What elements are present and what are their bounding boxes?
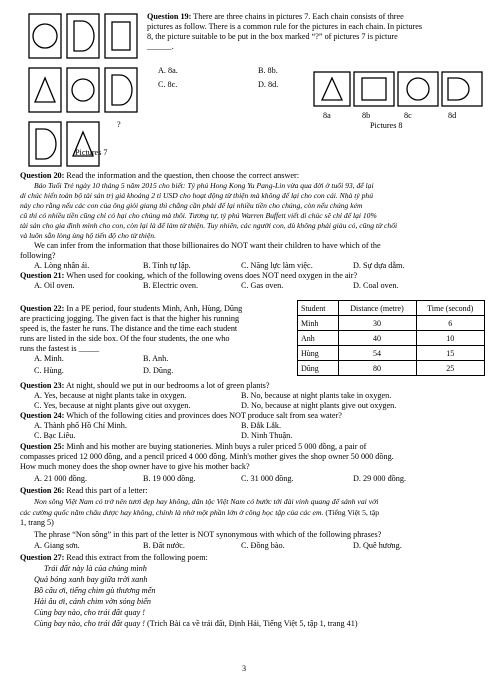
q22-line1-row [20, 304, 242, 315]
q26-intro: Read this part of a letter: [66, 486, 148, 495]
q26-quote-line2: các cường quốc năm châu được hay không, chính là nhờ một phần lớn ở công học tập của các em. [20, 508, 324, 517]
q20-intro-row [20, 171, 299, 182]
q20-passage-line: tài sản cho gia đình mình cho con, còn lại là để làm từ thiện. Tuy nhiên, các người con, dù không phải giàu có, cũng từ chối [20, 221, 398, 230]
q26-intro-row [20, 486, 148, 497]
q19-number: Question 19: [147, 12, 192, 21]
table-row [298, 346, 485, 361]
q20-passage-line: này cho rằng nếu các con của ông giỏi giang thì chẳng cần phải để lại nhiều tiền cho chúng, còn nếu chúng kém [20, 201, 363, 210]
q19-option-d[interactable]: D. 8d. [258, 80, 279, 89]
q27-poem-line: Quả bóng xanh bay giữa trời xanh [34, 575, 148, 584]
q27-poem-line: Cùng bay nào, cho trái đất quay ! [34, 619, 145, 628]
q26-option-a[interactable]: A. Giang sơn. [34, 541, 80, 550]
pictures-8-figure [312, 68, 484, 114]
q23-number: Question 23: [20, 381, 65, 390]
q23-option-a[interactable]: A. Yes, because at night plants take in oxygen. [34, 391, 187, 400]
table-header-row [298, 301, 485, 316]
page-number: 3 [242, 664, 247, 673]
q24-text: Which of the following cities and provinces does NOT produce salt from sea water? [66, 411, 342, 420]
q20-passage-line: và luôn sẵn lòng ủng hộ tiến độ cho từ thiện. [20, 231, 156, 240]
q22-option-a[interactable]: A. Minh. [34, 354, 64, 363]
q27-intro: Read this extract from the following poem: [66, 553, 208, 562]
q25-option-c[interactable]: C. 31 000 đồng. [241, 474, 294, 483]
q22-line: are practicing jogging. The given fact is that the higher his running [20, 314, 240, 323]
q27-poem-line: Hải âu ơi, cánh chim vờn sóng biển [34, 597, 151, 606]
pictures-8-caption: Pictures 8 [370, 121, 403, 130]
q25-line1-row [20, 442, 366, 453]
q25-line3: How much money does the shop owner have to give his mother back? [20, 462, 250, 471]
q23-option-b[interactable]: B. No, because at night plants take in oxygen. [241, 391, 392, 400]
table-cell: 6 [416, 316, 485, 331]
pictures-8-label-8d: 8d [448, 111, 457, 120]
q21-option-d[interactable]: D. Coal oven. [353, 281, 399, 290]
pictures-8-label-8c: 8c [404, 111, 412, 120]
q23-option-d[interactable]: D. No, because at night plants give out oxygen. [241, 401, 397, 410]
q20-option-a[interactable]: A. Lòng nhân ái. [34, 261, 90, 270]
table-cell: Hùng [298, 346, 339, 361]
q27-number: Question 27: [20, 553, 65, 562]
q23-option-c[interactable]: C. Yes, because at night plants give out oxygen. [34, 401, 191, 410]
table-header: Student [298, 301, 339, 316]
table-row [298, 331, 485, 346]
q20-passage-line: Báo Tuổi Trẻ ngày 10 tháng 5 năm 2015 cho biết: Tỷ phú Hong Kong Yu Pang-Lin vừa qua đời ở tuổi 93, để lại [34, 181, 374, 190]
q22-option-b[interactable]: B. Anh. [143, 354, 169, 363]
q26-option-b[interactable]: B. Đất nước. [143, 541, 185, 550]
table-cell: 25 [416, 361, 485, 376]
q25-option-d[interactable]: D. 29 000 đồng. [353, 474, 406, 483]
q27-poem-line: Cùng bay nào, cho trái đất quay ! [34, 608, 145, 617]
q20-option-c[interactable]: C. Năng lực làm việc. [241, 261, 313, 270]
q27-poem-line: Trái đất này là của chúng mình [44, 564, 147, 573]
q19-line1: There are three chains in pictures 7. Each chain consists of three [193, 12, 404, 21]
q21-option-c[interactable]: C. Gas oven. [241, 281, 284, 290]
q22-table [297, 300, 485, 376]
q20-option-b[interactable]: B. Tính tự lập. [143, 261, 191, 270]
q27-poem-line: Bồ câu ơi, tiếng chim gù thương mến [34, 586, 156, 595]
q20-question-line2: following? [20, 251, 56, 260]
q25-option-a[interactable]: A. 21 000 đồng. [34, 474, 87, 483]
q20-question-line1: We can infer from the information that those billionaires do NOT want their children to have which of the [34, 241, 381, 250]
q22-option-c[interactable]: C. Hùng. [34, 366, 64, 375]
table-cell: 40 [338, 331, 416, 346]
q26-option-d[interactable]: D. Quê hương. [353, 541, 402, 550]
q26-question: The phrase “Non sông” in this part of the letter is NOT synonymous with which of the following phrases? [34, 530, 382, 539]
q20-option-d[interactable]: D. Sự dựa dẫm. [353, 261, 405, 270]
table-header: Distance (metre) [338, 301, 416, 316]
q19-line2: pictures as follow. There is a common rule for the pictures in each chain. In pictures [147, 22, 423, 31]
q21-text: When used for cooking, which of the following ovens does NOT need oxygen in the air? [66, 271, 358, 280]
q25-number: Question 25: [20, 442, 65, 451]
q23-row [20, 381, 270, 392]
q26-source-tail: (Tiếng Việt 5, tập [325, 508, 380, 517]
q27-intro-row [20, 553, 208, 564]
table-cell: 10 [416, 331, 485, 346]
q26-source-line3: 1, trang 5) [20, 518, 54, 527]
q25-option-b[interactable]: B. 19 000 đồng. [143, 474, 196, 483]
q21-option-b[interactable]: B. Electric oven. [143, 281, 199, 290]
q22-number: Question 22: [20, 304, 65, 313]
q26-option-c[interactable]: C. Đồng bào. [241, 541, 285, 550]
table-cell: 54 [338, 346, 416, 361]
pictures-7-question-mark: ? [117, 120, 121, 129]
q20-passage-line: di chúc hiến toàn bộ tài sản trị giá khoảng 2 tỉ USD cho hoạt động từ thiện mà không để lại cho con cái. Nhà tỷ phú [20, 191, 373, 200]
q27-last-row [34, 619, 358, 630]
pictures-8-label-8b: 8b [362, 111, 371, 120]
q24-option-d[interactable]: D. Ninh Thuận. [241, 431, 293, 440]
q24-number: Question 24: [20, 411, 65, 420]
q25-line1: Minh and his mother are buying stationeries. Minh buys a ruler priced 5 000 đồng, a pair of [66, 442, 367, 451]
q19-blank: ______. [147, 42, 174, 51]
q19-option-b[interactable]: B. 8b. [258, 66, 278, 75]
q21-number: Question 21: [20, 271, 65, 280]
q22-option-d[interactable]: D. Dũng. [143, 366, 174, 375]
q20-number: Question 20: [20, 171, 65, 180]
q20-intro: Read the information and the question, then choose the correct answer: [66, 171, 299, 180]
table-row [298, 316, 485, 331]
q24-option-b[interactable]: B. Đắk Lắk. [241, 421, 282, 430]
table-cell: Dũng [298, 361, 339, 376]
q24-option-c[interactable]: C. Bạc Liêu. [34, 431, 76, 440]
pictures-7-caption: Pictures 7 [75, 148, 108, 157]
q26-quote-line1: Non sông Việt Nam có trở nên tươi đẹp hay không, dân tộc Việt Nam có bước tới đài vinh quang để sánh vai với [34, 497, 379, 506]
q22-line: runs are listed in the side box. Of the four students, the one who [20, 334, 230, 343]
q21-row [20, 271, 357, 282]
q25-line2: compasses priced 12 000 đồng, and a pencil priced 4 000 đồng. Minh's mother gives the shop owner 50 000 đồng. [20, 452, 394, 461]
table-cell: 30 [338, 316, 416, 331]
q27-source: (Trich Bài ca về trái đất, Định Hải, Tiếng Việt 5, tập 1, trang 41) [147, 619, 358, 628]
q24-row [20, 411, 342, 422]
q19-line3: 8, the picture suitable to be put in the box marked “?” of pictures 7 is picture [147, 32, 398, 41]
table-cell: 15 [416, 346, 485, 361]
q19-option-a[interactable]: A. 8a. [158, 66, 178, 75]
table-cell: Anh [298, 331, 339, 346]
table-row [298, 361, 485, 376]
table-cell: Minh [298, 316, 339, 331]
q24-option-a[interactable]: A. Thành phố Hồ Chí Minh. [34, 421, 127, 430]
q22-line: speed is, the faster he runs. The distance and the time each student [20, 324, 238, 333]
q20-passage-line: cũ thì có nhiều tiền cũng chỉ có hại cho chúng mà thôi. Tương tự, tỷ phú Warren Buffett viết di chúc sẽ chỉ để lại 10% [20, 211, 377, 220]
q26-quote-line2-row [20, 508, 379, 519]
q22-line: runs the fastest is _____ [20, 344, 100, 353]
q19-line1-row [147, 12, 404, 23]
table-header: Time (second) [416, 301, 485, 316]
pictures-8-label-8a: 8a [323, 111, 331, 120]
q19-option-c[interactable]: C. 8c. [158, 80, 178, 89]
q21-option-a[interactable]: A. Oil oven. [34, 281, 75, 290]
table-cell: 80 [338, 361, 416, 376]
q23-text: At night, should we put in our bedrooms a lot of green plants? [65, 381, 270, 390]
q22-line: In a PE period, four students Minh, Anh, Hùng, Dũng [66, 304, 243, 313]
q26-number: Question 26: [20, 486, 65, 495]
q19-line3-row [147, 32, 398, 43]
